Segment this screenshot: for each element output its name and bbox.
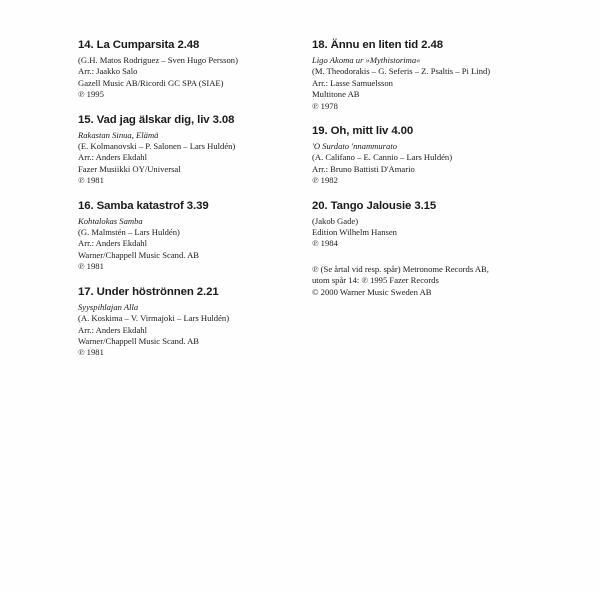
track-credit-line: ℗ 1982 [312,175,338,186]
track-original-title: Kohtalokas Samba [78,215,143,226]
track-credit-line: (A. Koskima – V. Virmajoki – Lars Huldén) [78,313,230,324]
right-column [312,38,582,298]
right-track-list [312,38,582,250]
track-credit-line: Edition Wilhelm Hansen [312,227,397,238]
track-entry [312,199,582,250]
track-entry [78,199,298,273]
track-credit-line: ℗ 1981 [78,261,104,272]
copyright-line-2: utom spår 14: ℗ 1995 Fazer Records [312,275,439,286]
track-credit-line: ℗ 1981 [78,175,104,186]
track-title: 16. Samba katastrof 3.39 [78,199,209,212]
track-original-title: Syyspihlajan Alla [78,301,139,312]
track-title: 18. Ännu en liten tid 2.48 [312,39,443,51]
track-credit-line: Arr.: Anders Ekdahl [78,324,147,335]
track-original-title: 'O Surdato 'nnammurato [312,141,398,152]
track-entry [312,124,582,187]
track-title: 14. La Cumparsita 2.48 [78,39,200,51]
left-column [78,38,298,371]
track-credit-line: Gazell Music AB/Ricordi GC SPA (SIAE) [78,77,224,88]
track-credit-line: (G. Malmstén – Lars Huldén) [78,227,180,238]
track-credit-line: Multitone AB [312,89,360,100]
track-credit-line: (Jakob Gade) [312,215,359,226]
track-entry [78,285,298,359]
copyright-block [312,264,582,298]
track-credit-line: Warner/Chappell Music Scand. AB [78,249,200,260]
track-credit-line: (A. Califano – E. Cannio – Lars Huldén) [312,152,453,163]
track-credit-line: (E. Kolmanovski – P. Salonen – Lars Huldén) [78,141,236,152]
track-credit-line: Fazer Musiikki OY/Universal [78,163,181,174]
track-credit-line: ℗ 1981 [78,347,104,358]
track-entry [78,38,298,101]
track-credit-line: Arr.: Jaakko Salo [78,66,138,77]
track-credit-line: (G.H. Matos Rodriguez – Sven Hugo Persson) [78,55,238,65]
copyright-line-3: © 2000 Warner Music Sweden AB [312,286,432,297]
track-title: 17. Under höströnnen 2.21 [78,285,219,298]
track-credit-line: Warner/Chappell Music Scand. AB [78,335,200,346]
track-original-title: Rakastan Sinua, Elämä [78,129,159,140]
track-original-title: Ligo Akoma ur »Mythistorima« [312,55,421,65]
track-credit-line: Arr.: Anders Ekdahl [78,152,147,163]
track-entry [312,38,582,112]
track-credit-line: ℗ 1978 [312,100,338,111]
track-credit-line: ℗ 1984 [312,238,338,249]
track-credit-line: ℗ 1995 [78,89,104,100]
track-title: 20. Tango Jalousie 3.15 [312,199,437,212]
track-credit-line: Arr.: Bruno Battisti D'Amario [312,163,415,174]
copyright-line-1: ℗ (Se årtal vid resp. spår) Metronome Records AB, [312,263,489,274]
track-credit-line: Arr.: Lasse Samuelsson [312,77,393,88]
track-title: 19. Oh, mitt liv 4.00 [312,125,414,138]
track-title: 15. Vad jag älskar dig, liv 3.08 [78,113,235,126]
track-credit-line: (M. Theodorakis – G. Seferis – Z. Psaltis – Pi Lind) [312,66,491,77]
track-credit-line: Arr.: Anders Ekdahl [78,238,147,249]
track-entry [78,113,298,187]
